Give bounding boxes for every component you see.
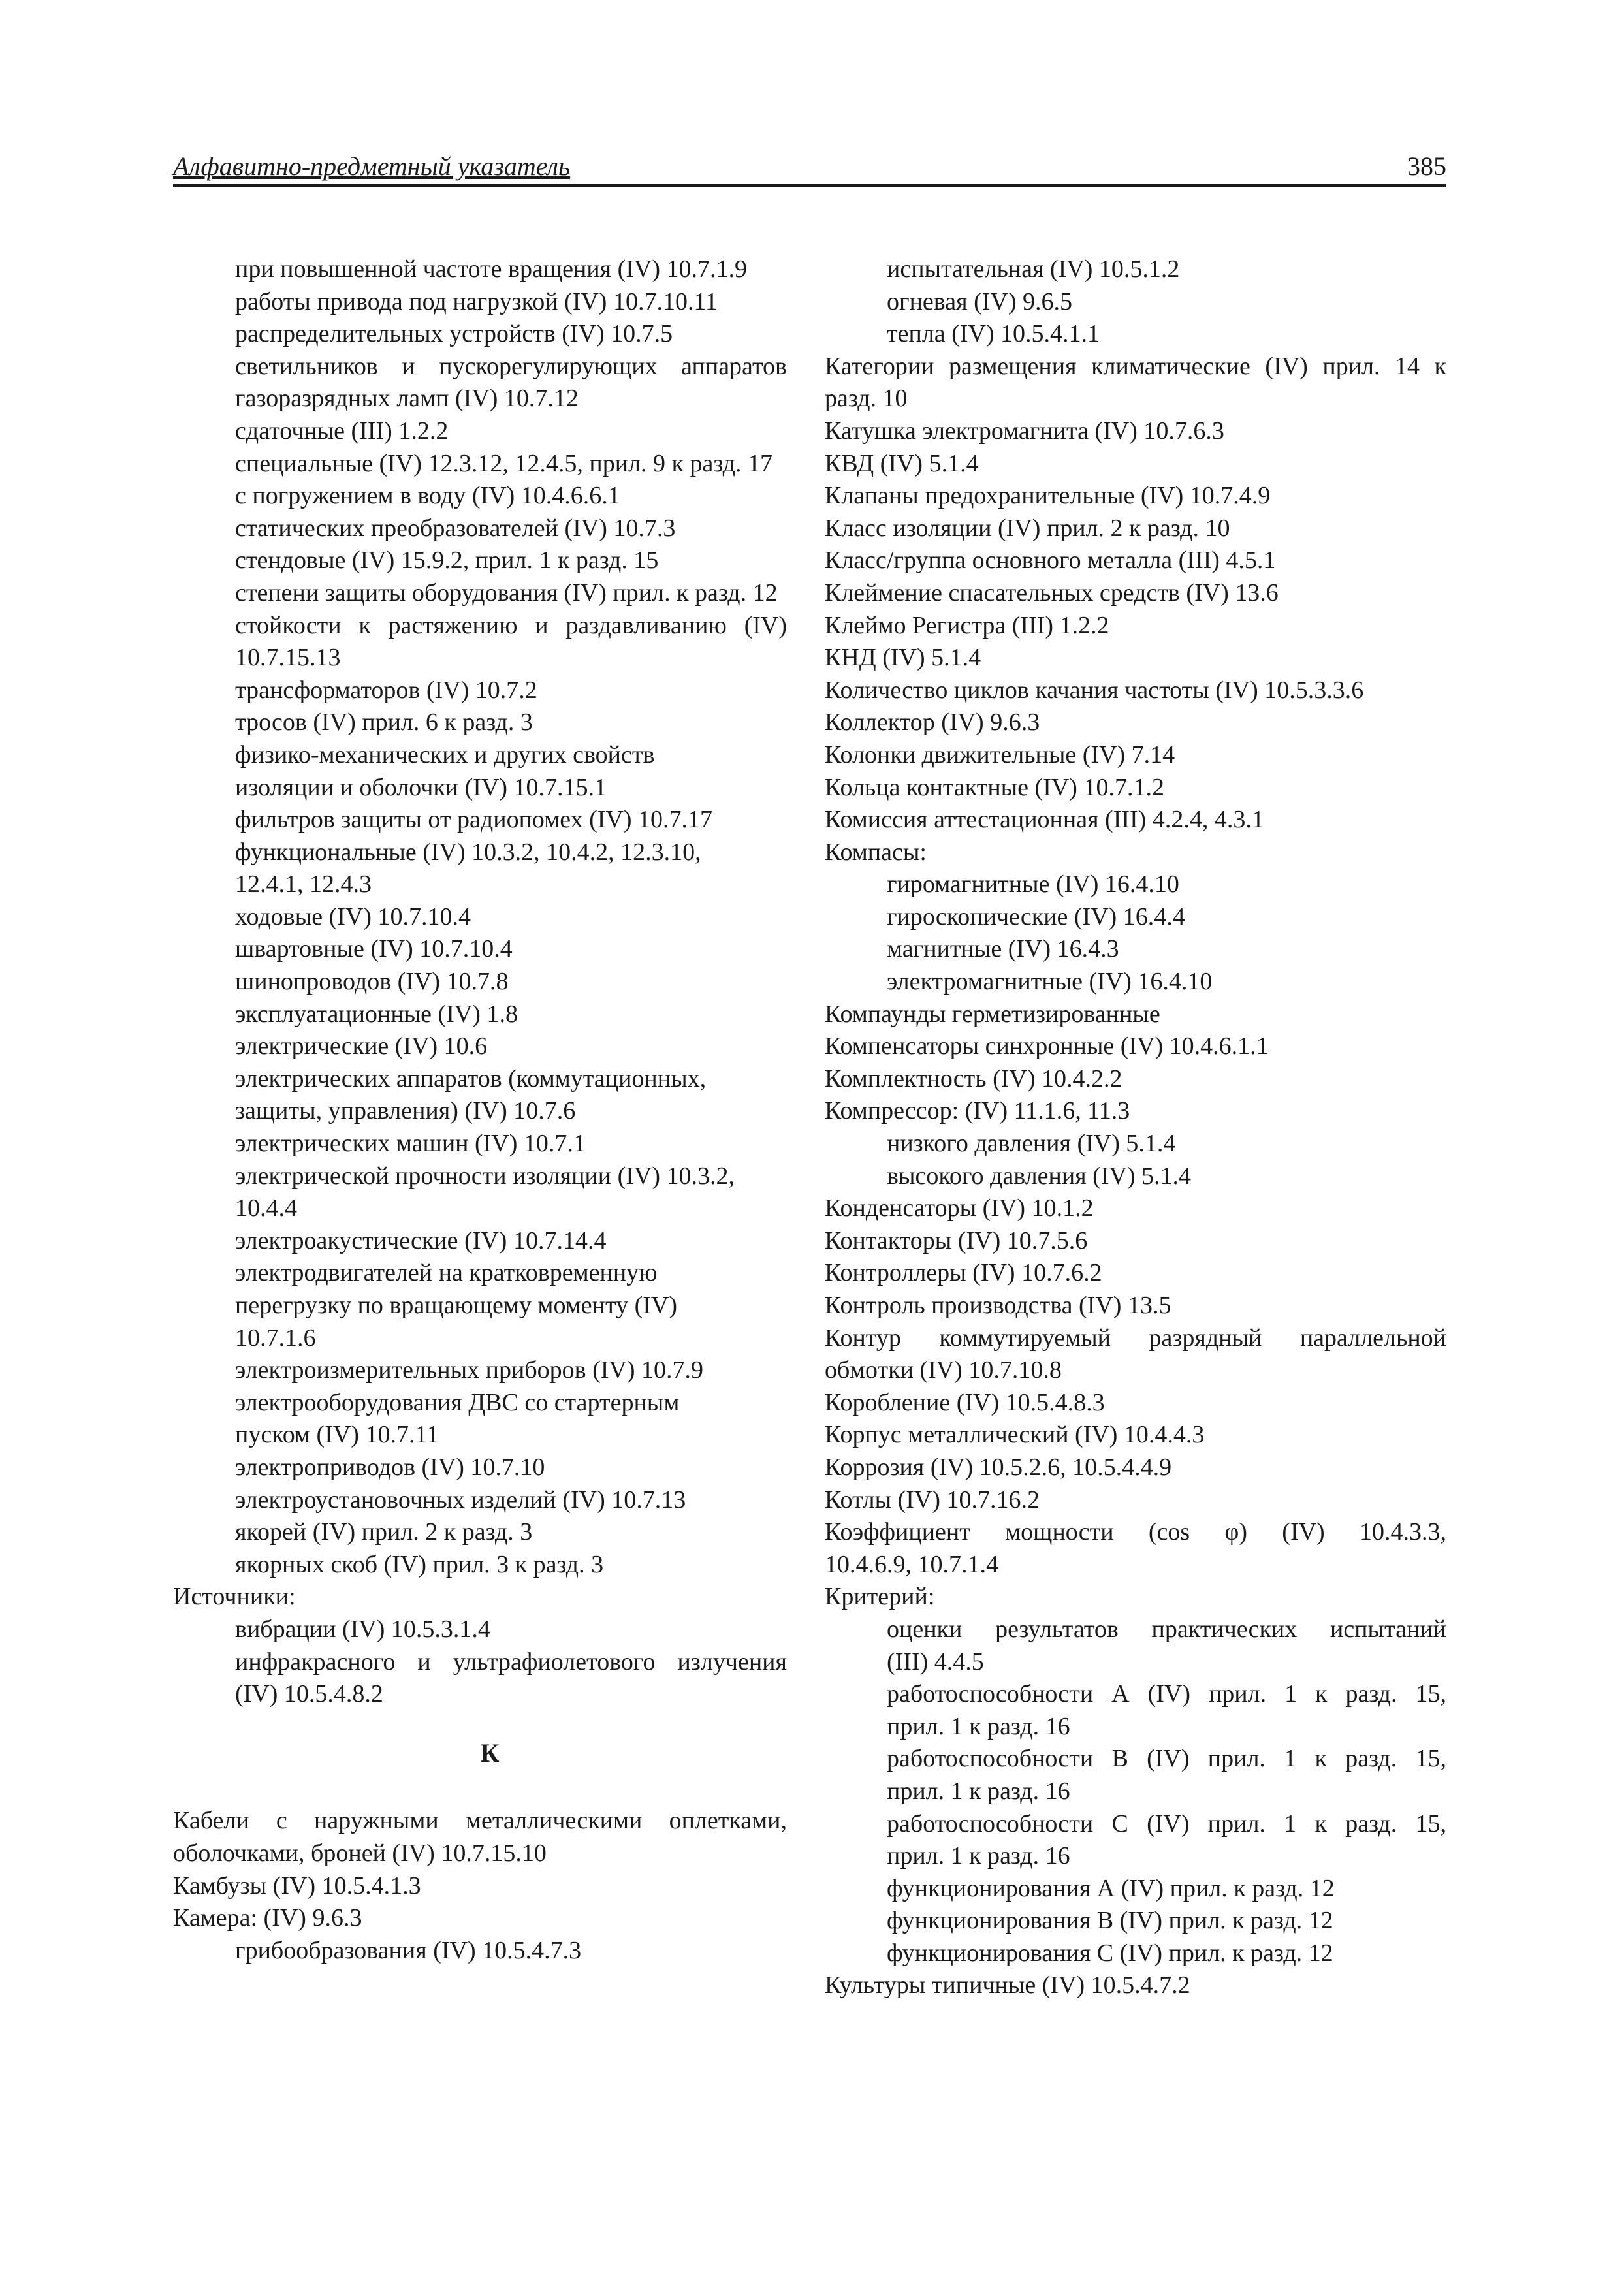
index-entry-line: функциональные (IV) 10.3.2, 10.4.2, 12.3.10, xyxy=(235,838,701,866)
index-entry-line: сдаточные (III) 1.2.2 xyxy=(235,417,449,445)
index-entry-line: тросов (IV) прил. 6 к разд. 3 xyxy=(235,709,533,737)
index-entry-line: тепла (IV) 10.5.4.1.1 xyxy=(887,320,1100,348)
index-entry-line: Комплектность (IV) 10.4.2.2 xyxy=(825,1064,1122,1092)
index-entry-line: пуском (IV) 10.7.11 xyxy=(235,1421,439,1449)
index-entry-line: ходовые (IV) 10.7.10.4 xyxy=(235,902,471,931)
index-entry-line: электрической прочности изоляции (IV) 10.3.2, xyxy=(235,1162,735,1190)
index-entry-line: Корпус металлический (IV) 10.4.4.3 xyxy=(825,1421,1205,1449)
index-entries-left-top xyxy=(173,253,787,1711)
index-entry-line: низкого давления (IV) 5.1.4 xyxy=(887,1130,1176,1158)
page-number: 385 xyxy=(1407,151,1446,181)
index-entry-line: 10.4.6.9, 10.7.1.4 xyxy=(825,1550,998,1578)
index-entry-line: Культуры типичные (IV) 10.5.4.7.2 xyxy=(825,1971,1190,1999)
index-entry-line: Комиссия аттестационная (III) 4.2.4, 4.3.1 xyxy=(825,806,1264,834)
index-entry-line: огневая (IV) 9.6.5 xyxy=(887,287,1072,315)
index-entry-line: КНД (IV) 5.1.4 xyxy=(825,644,981,672)
index-entry-line: 10.7.1.6 xyxy=(235,1324,316,1352)
index-entry-line: распределительных устройств (IV) 10.7.5 xyxy=(235,320,673,348)
index-entry-line: швартовные (IV) 10.7.10.4 xyxy=(235,935,513,963)
index-entry-line: перегрузку по вращающему моменту (IV) xyxy=(235,1292,678,1319)
index-entry-line: электроакустические (IV) 10.7.14.4 xyxy=(235,1226,607,1254)
index-entry-line: функционирования С (IV) прил. к разд. 12 xyxy=(887,1939,1333,1967)
index-entry-line: КВД (IV) 5.1.4 xyxy=(825,449,979,477)
index-entry-line: якорей (IV) прил. 2 к разд. 3 xyxy=(235,1518,533,1546)
index-entry-line: Компаунды герметизированные xyxy=(825,1000,1160,1028)
section-letter-heading: К xyxy=(480,1738,500,1768)
index-entry-line: Коллектор (IV) 9.6.3 xyxy=(825,709,1040,737)
index-entry-line: Коробление (IV) 10.5.4.8.3 xyxy=(825,1388,1105,1416)
index-entry-line: Котлы (IV) 10.7.16.2 xyxy=(825,1486,1040,1514)
index-entry-line: электроизмерительных приборов (IV) 10.7.9 xyxy=(235,1356,704,1384)
index-entry-line: электрических машин (IV) 10.7.1 xyxy=(235,1130,586,1158)
index-entry-line: Контроль производства (IV) 13.5 xyxy=(825,1292,1171,1319)
index-entry-line: эксплуатационные (IV) 1.8 xyxy=(235,1000,518,1028)
index-entries-right xyxy=(825,253,1446,2002)
index-entry-line: магнитные (IV) 16.4.3 xyxy=(887,935,1119,963)
index-entry-line: Колонки движительные (IV) 7.14 xyxy=(825,741,1175,769)
index-entry-line: высокого давления (IV) 5.1.4 xyxy=(887,1162,1192,1190)
index-entry-line: Критерий: xyxy=(825,1583,935,1611)
index-column-left xyxy=(173,253,787,1967)
index-entry-line: Клапаны предохранительные (IV) 10.7.4.9 xyxy=(825,482,1271,510)
index-entry-line: электрических аппаратов (коммутационных, xyxy=(235,1064,707,1092)
index-column-right xyxy=(825,253,1446,2002)
index-entry-line: оболочками, броней (IV) 10.7.15.10 xyxy=(173,1839,547,1867)
index-entry-line: с погружением в воду (IV) 10.4.6.6.1 xyxy=(235,482,620,510)
index-entry-line: статических преобразователей (IV) 10.7.3 xyxy=(235,514,676,542)
index-entry-line: Контакторы (IV) 10.7.5.6 xyxy=(825,1226,1088,1254)
index-entry-line: оценки результатов практических испытаний xyxy=(887,1615,1446,1643)
index-entry-line: гироскопические (IV) 16.4.4 xyxy=(887,902,1185,931)
index-entry-line: при повышенной частоте вращения (IV) 10.7.1.9 xyxy=(235,255,748,283)
index-entry-line: работоспособности С (IV) прил. 1 к разд. 15, xyxy=(887,1809,1446,1838)
header-title: Алфавитно-предметный указатель xyxy=(173,151,571,181)
index-entry-line: якорных скоб (IV) прил. 3 к разд. 3 xyxy=(235,1550,604,1578)
index-entry-line: физико-механических и других свойств xyxy=(235,741,655,769)
index-entry-line: испытательная (IV) 10.5.1.2 xyxy=(887,255,1180,283)
index-entry-line: электрооборудования ДВС со стартерным xyxy=(235,1388,680,1416)
index-entry-line: вибрации (IV) 10.5.3.1.4 xyxy=(235,1615,490,1643)
index-entry-line: разд. 10 xyxy=(825,385,908,413)
index-entry-line: грибообразования (IV) 10.5.4.7.3 xyxy=(235,1936,582,1964)
index-entry-line: прил. 1 к разд. 16 xyxy=(887,1712,1070,1740)
index-entry-line: Камера: (IV) 9.6.3 xyxy=(173,1904,362,1932)
index-entry-line: работоспособности А (IV) прил. 1 к разд. 15, xyxy=(887,1680,1446,1708)
index-entry-line: электромагнитные (IV) 16.4.10 xyxy=(887,968,1213,996)
index-entry-line: Конденсаторы (IV) 10.1.2 xyxy=(825,1194,1094,1222)
index-entry-line: функционирования А (IV) прил. к разд. 12 xyxy=(887,1874,1335,1902)
index-entry-line: Кабели с наружными металлическими оплетками, xyxy=(173,1807,787,1835)
index-entry-line: Коррозия (IV) 10.5.2.6, 10.5.4.4.9 xyxy=(825,1453,1172,1481)
index-entry-line: Камбузы (IV) 10.5.4.1.3 xyxy=(173,1872,421,1900)
index-entry-line: Количество циклов качания частоты (IV) 10.5.3.3.6 xyxy=(825,676,1364,704)
index-entry-line: защиты, управления) (IV) 10.7.6 xyxy=(235,1097,576,1125)
index-entry-line: обмотки (IV) 10.7.10.8 xyxy=(825,1356,1062,1384)
index-entry-line: электроустановочных изделий (IV) 10.7.13 xyxy=(235,1486,686,1514)
index-entry-line: Компенсаторы синхронные (IV) 10.4.6.1.1 xyxy=(825,1032,1269,1060)
index-entry-line: электродвигателей на кратковременную xyxy=(235,1259,658,1287)
index-entry-line: работоспособности В (IV) прил. 1 к разд. 15, xyxy=(887,1745,1446,1773)
index-entry-line: Компрессор: (IV) 11.1.6, 11.3 xyxy=(825,1097,1130,1125)
index-entry-line: 12.4.1, 12.4.3 xyxy=(235,870,372,899)
index-entry-line: газоразрядных ламп (IV) 10.7.12 xyxy=(235,385,579,413)
index-entry-line: Категории размещения климатические (IV) прил. 14 к xyxy=(825,352,1446,380)
index-entry-line: специальные (IV) 12.3.12, 12.4.5, прил. 9 к разд. 17 xyxy=(235,449,772,477)
index-entry-line: трансформаторов (IV) 10.7.2 xyxy=(235,676,537,704)
index-entry-line: Клеймо Регистра (III) 1.2.2 xyxy=(825,611,1109,639)
index-entry-line: (IV) 10.5.4.8.2 xyxy=(235,1680,383,1708)
index-entry-line: светильников и пускорегулирующих аппаратов xyxy=(235,352,787,380)
index-entry-line: Катушка электромагнита (IV) 10.7.6.3 xyxy=(825,417,1224,445)
index-entry-line: функционирования В (IV) прил. к разд. 12 xyxy=(887,1907,1333,1935)
index-entry-line: Клеймение спасательных средств (IV) 13.6 xyxy=(825,579,1279,607)
index-entry-line: прил. 1 к разд. 16 xyxy=(887,1777,1070,1805)
index-entry-line: Контроллеры (IV) 10.7.6.2 xyxy=(825,1259,1102,1287)
index-entry-line: стойкости к растяжению и раздавливанию (IV) xyxy=(235,611,787,639)
index-entry-line: прил. 1 к разд. 16 xyxy=(887,1842,1070,1870)
index-entry-line: Компасы: xyxy=(825,838,927,866)
index-entry-line: инфракрасного и ультрафиолетового излучения xyxy=(235,1648,787,1676)
index-entry-line: стендовые (IV) 15.9.2, прил. 1 к разд. 15 xyxy=(235,547,659,575)
index-entry-line: Класс изоляции (IV) прил. 2 к разд. 10 xyxy=(825,514,1230,542)
index-entry-line: Коэффициент мощности (cos φ) (IV) 10.4.3.3, xyxy=(825,1518,1446,1546)
index-entry-line: работы привода под нагрузкой (IV) 10.7.10.11 xyxy=(235,287,718,315)
index-entry-line: Источники: xyxy=(173,1583,296,1611)
running-header xyxy=(173,145,1446,187)
index-entry-line: электроприводов (IV) 10.7.10 xyxy=(235,1453,545,1481)
index-entry-line: 10.7.15.13 xyxy=(235,644,341,672)
index-entry-line: шинопроводов (IV) 10.7.8 xyxy=(235,968,509,996)
index-entry-line: гиромагнитные (IV) 16.4.10 xyxy=(887,870,1179,899)
index-entry-line: изоляции и оболочки (IV) 10.7.15.1 xyxy=(235,773,607,801)
index-entry-line: (III) 4.4.5 xyxy=(887,1648,984,1676)
index-entries-left-bottom xyxy=(173,1805,787,1967)
index-entry-line: степени защиты оборудования (IV) прил. к разд. 12 xyxy=(235,579,778,607)
index-entry-line: фильтров защиты от радиопомех (IV) 10.7.17 xyxy=(235,806,712,834)
index-entry-line: Контур коммутируемый разрядный параллельной xyxy=(825,1324,1446,1352)
index-entry-line: Класс/группа основного металла (III) 4.5.1 xyxy=(825,547,1276,575)
index-entry-line: Кольца контактные (IV) 10.7.1.2 xyxy=(825,773,1164,801)
index-entry-line: электрические (IV) 10.6 xyxy=(235,1032,488,1060)
index-entry-line: 10.4.4 xyxy=(235,1194,297,1222)
